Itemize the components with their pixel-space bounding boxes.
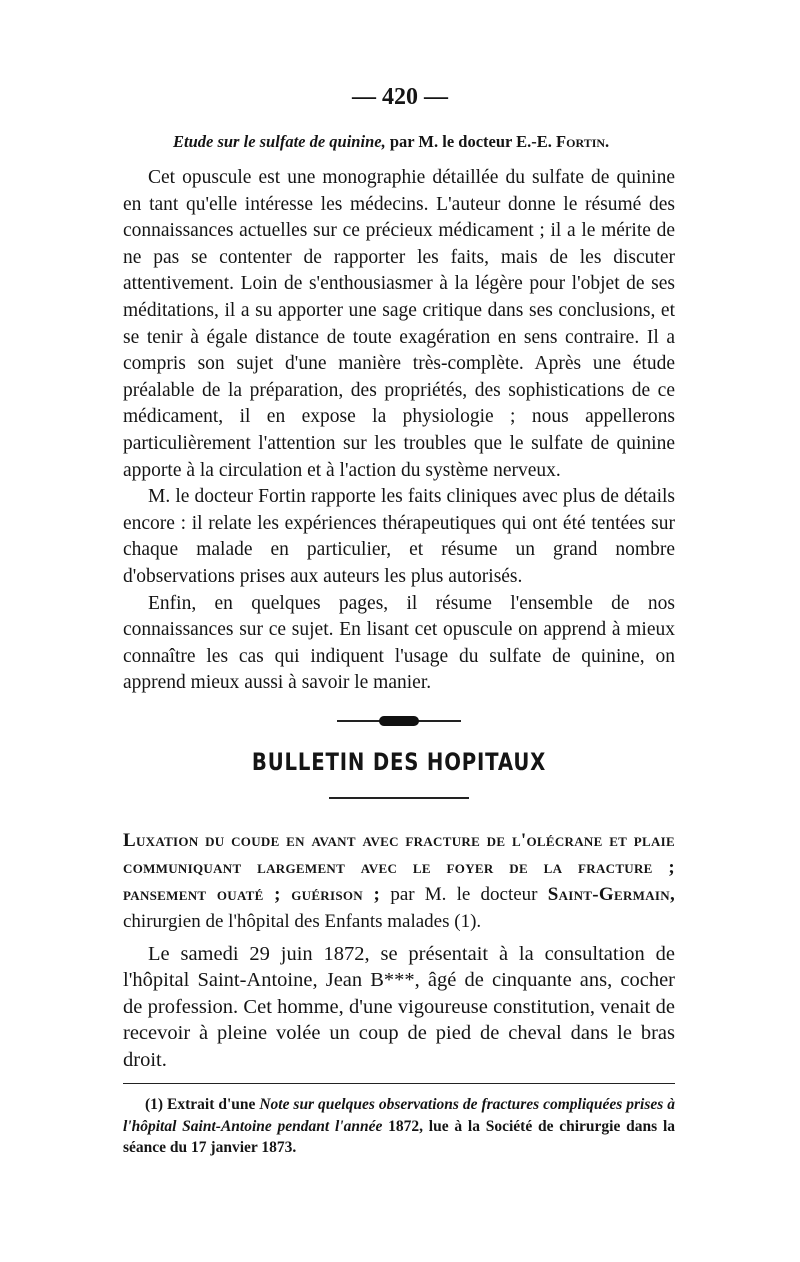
case-author-name: Saint-Germain, bbox=[547, 883, 675, 905]
text-column bbox=[123, 128, 675, 1159]
review-title: Etude sur le sulfate de quinine, bbox=[173, 132, 386, 151]
ornamental-divider bbox=[123, 715, 675, 727]
section-title: BULLETIN DES HOPITAUX bbox=[251, 747, 547, 776]
case-author-intro: par M. le docteur bbox=[380, 883, 548, 905]
footnote-suffix: 1872, lue à la Société de chirurgie dans la séance du 17 janvier 1873. bbox=[123, 1117, 675, 1157]
review-paragraph-3: Enfin, en quelques pages, il résume l'ensemble de nos connaissances sur ce sujet. En lisant cet opuscule on apprend à mieux connaître les cas qui indiquent l'usage du sulfate de quinine, on apprend mieux aussi à savoir le manier. bbox=[123, 592, 675, 694]
footnote-rule bbox=[123, 1083, 675, 1084]
footnote bbox=[123, 1094, 675, 1159]
review-byline bbox=[123, 128, 675, 156]
review-paragraph-1: Cet opuscule est une monographie détaillée du sulfate de quinine en tant qu'elle intéresse les médecins. L'auteur donne le résumé des connaissances actuelles sur ce précieux médicament ; il a le mérite de ne pas se contenter de rapporter les faits, mais de les discuter attentivement. Loin de s'enthousiasmer à la légère pour l'objet de ses méditations, il a su apporter une sage critique dans ses conclusions, et se tenir à égale distance de toute exagération en sens contraire. Il a compris son sujet d'une manière très-complète. Après une étude préalable de la préparation, des propriétés, des sophistications de ce médicament, il en expose la physiologie ; nous appellerons particulièrement l'attention sur les troubles que le sulfate de quinine apporte à la circulation et à l'action du système nerveux. bbox=[123, 167, 675, 481]
case-heading-text: Luxation du coude en avant avec fracture de l'olécrane et plaie communiquant largement avec le foyer de la fracture ; pansement ouaté ; guérison ; bbox=[123, 829, 675, 905]
case-author-role: chirurgien de l'hôpital des Enfants malades (1). bbox=[123, 910, 482, 932]
case-heading bbox=[123, 827, 675, 935]
review-author-name: Fortin. bbox=[556, 132, 610, 151]
section-rule bbox=[329, 797, 469, 799]
footnote-prefix: (1) Extrait d'une bbox=[145, 1096, 260, 1114]
review-paragraph-2: M. le docteur Fortin rapporte les faits cliniques avec plus de détails encore : il relate les expériences thérapeutiques qui ont été tentées sur chaque malade en particulier, et résume un grand nombre d'observations prises aux auteurs les plus autorisés. bbox=[123, 486, 675, 587]
case-paragraph: Le samedi 29 juin 1872, se présentait à la consultation de l'hôpital Saint-Antoine, Jean B***, âgé de cinquante ans, cocher de profession. Cet homme, d'une vigoureuse constitution, venait de recevoir à pleine volée un coup de pied de cheval dans le bras droit. bbox=[123, 942, 675, 1071]
footnote-italic: Note sur quelques observations de fractures compliquées prises à l'hôpital Saint-Antoine pendant l'année bbox=[123, 1096, 675, 1135]
review-author-prefix: par M. le docteur E.-E. bbox=[389, 132, 557, 151]
ornament-knot bbox=[379, 716, 419, 726]
page-number: — 420 — bbox=[352, 84, 448, 110]
